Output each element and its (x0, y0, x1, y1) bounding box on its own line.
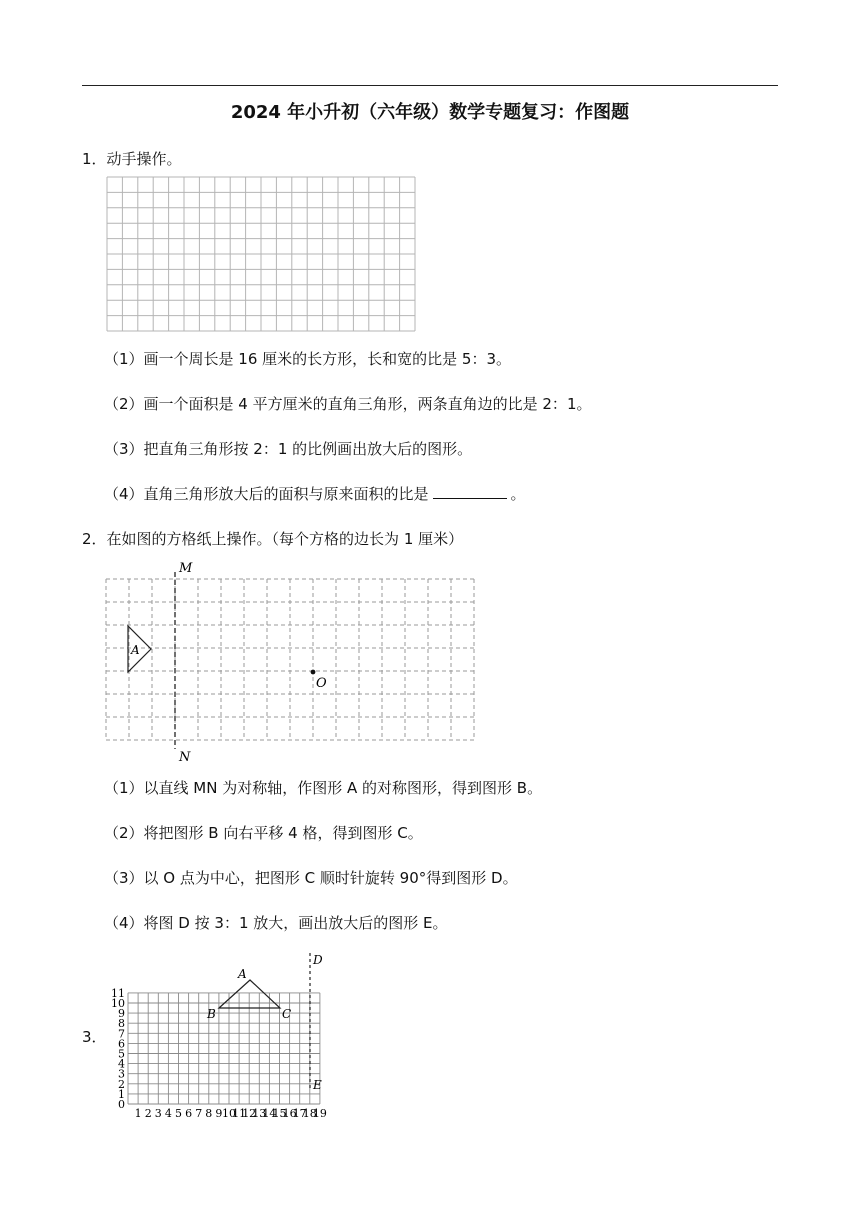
question-number: 1． (82, 150, 107, 168)
y-tick-label: 1 (118, 1087, 125, 1101)
x-tick-label: 9 (215, 1107, 223, 1120)
label-n: N (179, 750, 191, 765)
x-tick-label: 2 (144, 1107, 152, 1120)
x-tick-label: 5 (175, 1107, 182, 1120)
dashed-grid-2 (100, 556, 482, 766)
y-tick-label: 2 (118, 1077, 125, 1091)
q1-sub-4 (104, 483, 526, 504)
x-tick-label: 8 (205, 1107, 213, 1120)
question-stem: 动手操作。 (106, 150, 182, 168)
y-tick-label: 10 (111, 997, 125, 1010)
y-tick-label: 4 (118, 1057, 125, 1071)
square-grid-1 (106, 176, 416, 334)
y-tick-label: 8 (118, 1017, 125, 1031)
q2-sub-2: （2）将把图形 B 向右平移 4 格，得到图形 C。 (104, 824, 423, 842)
x-tick-label: 14 (262, 1107, 277, 1120)
y-tick-label: 7 (118, 1027, 125, 1041)
label-d: D (313, 953, 323, 967)
x-tick-label: 17 (292, 1107, 307, 1120)
y-tick-label: 11 (111, 986, 125, 1000)
question-stem: 在如图的方格纸上操作。（每个方格的边长为 1 厘米） (106, 530, 464, 548)
y-tick-label: 9 (118, 1007, 125, 1021)
q1-sub-3: （3）把直角三角形按 2：1 的比例画出放大后的图形。 (104, 440, 473, 458)
x-tick-label: 19 (312, 1107, 327, 1120)
page-title: 2024 年小升初（六年级）数学专题复习：作图题 (230, 102, 630, 123)
q2-sub-3: （3）以 O 点为中心，把图形 C 顺时针旋转 90°得到图形 D。 (104, 869, 518, 887)
x-tick-label: 13 (252, 1107, 267, 1120)
x-tick-label: 3 (154, 1107, 162, 1120)
x-tick-label: 7 (195, 1107, 203, 1120)
x-tick-label: 18 (302, 1107, 317, 1120)
x-tick-label: 12 (242, 1107, 257, 1120)
question-number: 2． (82, 530, 107, 548)
y-tick-labels (111, 987, 125, 1111)
q1-sub-1: （1）画一个周长是 16 厘米的长方形，长和宽的比是 5：3。 (104, 350, 512, 368)
y-tick-label: 6 (118, 1037, 125, 1051)
q2-sub-4: （4）将图 D 按 3：1 放大，画出放大后的图形 E。 (104, 914, 448, 932)
label-a: A (131, 643, 140, 657)
point-o (311, 670, 316, 675)
q2-sub-1: （1）以直线 MN 为对称轴，作图形 A 的对称图形，得到图形 B。 (104, 779, 543, 797)
label-c: C (282, 1007, 292, 1021)
label-b: B (207, 1007, 216, 1021)
x-tick-label: 1 (134, 1107, 142, 1120)
coordinate-grid-3 (104, 945, 434, 1127)
x-tick-label: 6 (185, 1107, 193, 1120)
label-m: M (179, 561, 193, 576)
label-o: O (316, 676, 327, 691)
question-3: 3． (82, 1028, 107, 1046)
x-tick-label: 4 (164, 1107, 172, 1120)
question-1 (82, 148, 182, 169)
q1-sub-4-text: （4）直角三角形放大后的面积与原来面积的比是 (104, 485, 429, 503)
x-tick-label: 15 (272, 1107, 287, 1120)
y-tick-label: 3 (118, 1067, 125, 1081)
x-tick-labels (135, 1107, 327, 1120)
label-a: A (238, 967, 247, 981)
header-rule (82, 85, 778, 86)
x-tick-label: 10 (222, 1107, 236, 1120)
answer-blank[interactable] (433, 484, 507, 499)
q1-sub-4-end: 。 (510, 485, 526, 503)
label-e: E (313, 1078, 322, 1092)
x-tick-label: 16 (282, 1107, 297, 1120)
x-tick-label: 11 (232, 1107, 247, 1120)
question-2 (82, 528, 463, 549)
y-tick-label: 0 (118, 1098, 125, 1111)
y-tick-label: 5 (118, 1047, 125, 1061)
q1-sub-2: （2）画一个面积是 4 平方厘米的直角三角形，两条直角边的比是 2：1。 (104, 395, 592, 413)
